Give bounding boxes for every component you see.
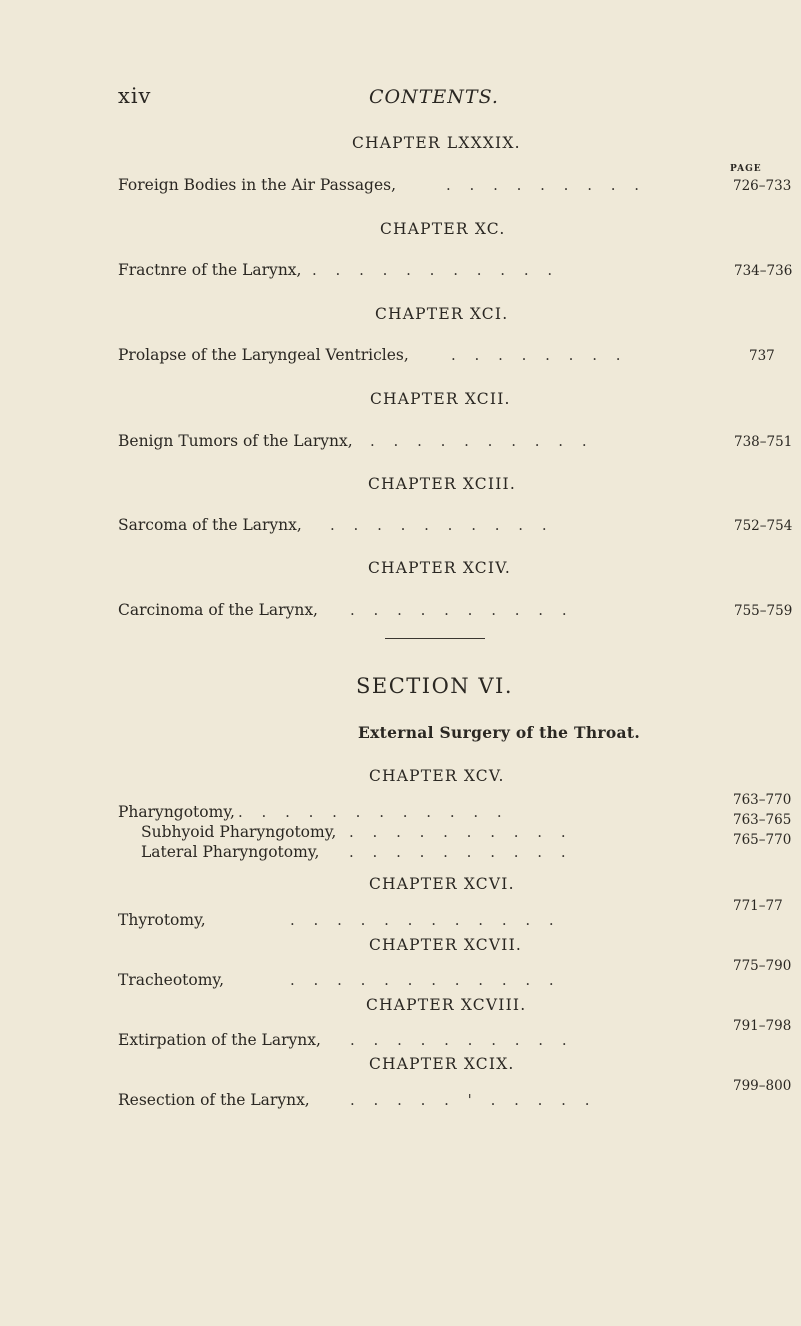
- divider-rule: [385, 638, 485, 639]
- leader-dots: . . . . . . . . . .: [330, 516, 554, 534]
- entry-title: Sarcoma of the Larynx,: [118, 516, 302, 534]
- chapter-heading: CHAPTER LXXXIX.: [352, 134, 521, 152]
- leader-dots: . . . . . . . . . .: [349, 823, 573, 841]
- section-heading: SECTION VI.: [356, 674, 513, 698]
- leader-dots: . . . . . . . . . . . .: [238, 803, 509, 821]
- chapter-heading: CHAPTER XCVII.: [369, 936, 523, 954]
- leader-dots: . . . . . . . .: [451, 346, 628, 364]
- page-range: 726–733: [733, 178, 792, 194]
- page-range: 799–800: [733, 1078, 792, 1094]
- page-column-label: PAGE: [730, 164, 762, 174]
- entry-title: Foreign Bodies in the Air Passages,: [118, 176, 397, 194]
- entry-title: Subhyoid Pharyngotomy,: [141, 823, 337, 841]
- page-range: 771–77: [733, 898, 783, 914]
- chapter-heading: CHAPTER XCIV.: [368, 559, 512, 577]
- chapter-heading: CHAPTER XCVIII.: [366, 996, 527, 1014]
- page-range: 763–770: [733, 792, 792, 808]
- chapter-heading: CHAPTER XCIII.: [368, 475, 516, 493]
- leader-dots: . . . . . . . . .: [446, 176, 647, 194]
- entry-title: Thyrotomy,: [118, 911, 206, 929]
- entry-title: Lateral Pharyngotomy,: [141, 843, 320, 861]
- page-range: 755–759: [734, 603, 793, 619]
- entry-title: Resection of the Larynx,: [118, 1091, 310, 1109]
- leader-dots: . . . . . . . . . .: [349, 843, 573, 861]
- chapter-heading: CHAPTER XC.: [380, 220, 506, 238]
- page-number: xiv: [118, 84, 152, 108]
- page-range: 752–754: [734, 518, 793, 534]
- page-range: 734–736: [734, 263, 793, 279]
- entry-title: Pharyngotomy,: [118, 803, 235, 821]
- chapter-heading: CHAPTER XCIX.: [369, 1055, 515, 1073]
- leader-dots: . . . . . ' . . . . .: [350, 1091, 597, 1109]
- entry-title: Prolapse of the Laryngeal Ventricles,: [118, 346, 409, 364]
- chapter-heading: CHAPTER XCV.: [369, 767, 505, 785]
- leader-dots: . . . . . . . . . . .: [312, 261, 560, 279]
- page-range: 791–798: [733, 1018, 792, 1034]
- entry-title: Extirpation of the Larynx,: [118, 1031, 321, 1049]
- leader-dots: . . . . . . . . . .: [370, 432, 594, 450]
- page-range: 738–751: [734, 434, 793, 450]
- entry-title: Fractnre of the Larynx,: [118, 261, 302, 279]
- page-range: 763–765: [733, 812, 792, 828]
- leader-dots: . . . . . . . . . . . .: [290, 911, 561, 929]
- leader-dots: . . . . . . . . . .: [350, 601, 574, 619]
- section-subtitle: External Surgery of the Throat.: [358, 723, 641, 742]
- entry-title: Benign Tumors of the Larynx,: [118, 432, 353, 450]
- chapter-heading: CHAPTER XCVI.: [369, 875, 515, 893]
- running-head-title: CONTENTS.: [369, 86, 499, 108]
- page-range: 765–770: [733, 832, 792, 848]
- page-range: 775–790: [733, 958, 792, 974]
- chapter-heading: CHAPTER XCII.: [370, 390, 511, 408]
- entry-title: Tracheotomy,: [118, 971, 225, 989]
- chapter-heading: CHAPTER XCI.: [375, 305, 509, 323]
- entry-title: Carcinoma of the Larynx,: [118, 601, 318, 619]
- leader-dots: . . . . . . . . . .: [350, 1031, 574, 1049]
- leader-dots: . . . . . . . . . . . .: [290, 971, 561, 989]
- page-range: 737: [749, 348, 775, 364]
